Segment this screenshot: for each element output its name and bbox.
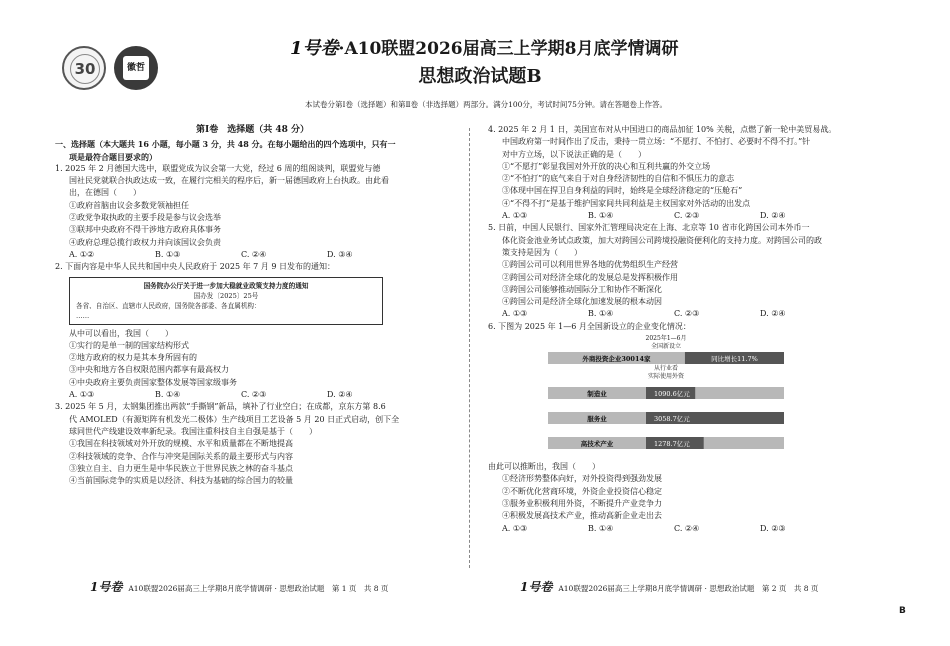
option: A. ①③: [69, 390, 95, 400]
q2-line: 从中可以看出，我国（ ）: [69, 328, 173, 338]
option: C. ②④: [241, 249, 267, 259]
q5-line: 5. 日前，中国人民银行、国家外汇管理局决定在上海、北京等 10 省市化跨国公司本外币一: [488, 223, 810, 233]
bar-value-label: 同比增长11.7%: [711, 355, 758, 364]
footer-brand: 1号卷: [520, 580, 553, 594]
q2-line: ③中央和地方各自权限范围内都享有最高权力: [69, 365, 229, 375]
option: B. ①④: [588, 211, 614, 221]
q1-line: 出，在德国（ ）: [69, 188, 141, 198]
option: D. ②④: [760, 211, 786, 221]
option: D. ③④: [327, 249, 353, 259]
option: A. ①②: [69, 249, 95, 259]
footer-brand: 1号卷: [90, 580, 123, 594]
section-title: 第Ⅰ卷 选择题（共 48 分）: [195, 125, 309, 135]
chart-bottom-svg: [548, 381, 784, 459]
option: B. ①④: [588, 523, 614, 533]
q4-line: ③体现中国在捍卫自身利益的同时，始终是全球经济稳定的“压舱石”: [502, 186, 743, 196]
q6-options: [488, 523, 883, 535]
q5-options: [488, 308, 883, 320]
bar-value-label: 1090.6亿元: [654, 390, 690, 399]
option: C. ②④: [674, 523, 700, 533]
exam-title-text: ·A10联盟2026届高三上学期8月底学情调研: [338, 39, 679, 59]
q3-line: ①我国在科技领域对外开放的规模、水平和质量都在不断地提高: [69, 439, 293, 449]
footer-right-text: A10联盟2026届高三上学期8月底学情调研 · 思想政治试题 第 2 页 共 8 页: [558, 584, 819, 593]
notice-body: 各省、自治区、直辖市人民政府，国务院各部委、各直属机构：: [76, 301, 261, 310]
option: B. ①③: [155, 249, 181, 259]
page-letter: B: [899, 606, 906, 616]
bar-value-label: 1278.7亿元: [654, 440, 690, 449]
left-column: [55, 124, 450, 487]
notice-ellipsis: ……: [76, 311, 90, 320]
q2-line: ④中央政府主要负责国家整体发展等国家级事务: [69, 377, 237, 387]
right-column: [488, 124, 883, 535]
footer-right: [520, 578, 818, 595]
publisher-logo: [114, 46, 158, 90]
q1-line: 1. 2025 年 2 月德国大选中，联盟党成为议会第一大党，经过 6 周的组阁谈判，联盟党与德: [55, 163, 381, 173]
q4-line: 中国政府第一时间作出了反击，秉持一贯立场：“不愿打、不怕打、必要时不得不打。”针: [502, 137, 811, 147]
notice-number: 国办发〔2025〕25号: [193, 291, 259, 300]
notice-title: 国务院办公厅关于进一步加大稳就业政策支持力度的通知: [143, 281, 309, 290]
q5-line: ①跨国公司可以利用世界各地的优势组织生产经营: [502, 260, 678, 270]
q1-line: 国社民党就联合执政达成一致，在履行完相关的程序后，新一届德国政府上台执政。由此看: [69, 176, 389, 186]
q4-line: 4. 2025 年 2 月 1 日，美国宣布对从中国进口的商品加征 10% 关税，点燃了新一轮中美贸易战。: [488, 125, 837, 134]
chart-section-title: 从行业看: [653, 365, 678, 373]
q1-options: [55, 249, 450, 261]
notice-box: [69, 277, 383, 325]
logo-publisher-text: 徽哲: [123, 56, 149, 80]
q5-line: ②跨国公司对经济全球化的发展总是发挥积极作用: [502, 272, 678, 282]
logo-30-text: 30: [70, 54, 100, 84]
q6-line: ②不断优化营商环境，外资企业投资信心稳定: [502, 486, 662, 496]
q3-line: ④当前国际竞争的实质是以经济、科技为基础的综合国力的较量: [69, 476, 293, 486]
footer-left: [90, 578, 388, 595]
q4-line: ④“不得不打”是基于维护国家间共同利益是主权国家对外活动的出发点: [502, 198, 751, 208]
chart-section-subtitle: 实际使用外资: [647, 373, 684, 381]
q6-line: ④积极发展高技术产业，推动高新企业走出去: [502, 511, 662, 521]
option: C. ②③: [674, 309, 700, 319]
option: A. ①③: [502, 523, 528, 533]
bar-label: 制造业: [587, 390, 607, 399]
q3-line: ③独立自主、自力更生是中华民族立于世界民族之林的奋斗基点: [69, 463, 293, 473]
option: C. ②③: [241, 390, 267, 400]
bar-label: 高技术产业: [580, 440, 614, 449]
q5-line: 策支持是因为（ ）: [502, 247, 582, 257]
chart-title: 2025年1—6月: [645, 335, 687, 343]
q2-line: 2. 下面内容是中华人民共和国中央人民政府于 2025 年 7 月 9 日发布的通知：: [55, 262, 335, 272]
column-divider: [469, 128, 470, 568]
q5-line: ④跨国公司是经济全球化加速发展的根本动因: [502, 297, 662, 307]
enterprise-chart: [548, 335, 784, 459]
q4-line: ②“不怕打”的底气来自于对自身经济韧性的自信和不惧压力的意志: [502, 174, 735, 184]
q1-line: ④政府总理总揽行政权力并向该国议会负责: [69, 237, 221, 247]
chart-subtitle: 全国新设立: [650, 343, 681, 351]
instructions: 一、选择题（本大题共 16 小题，每小题 3 分，共 48 分。在每小题给出的四个选项中，只有一: [55, 139, 396, 150]
q4-options: [488, 210, 883, 222]
q3-line: 球同世代产线建设效率新纪录。我国注重科技自主自强是基于（ ）: [69, 426, 317, 436]
option: D. ②④: [327, 390, 353, 400]
option: C. ②③: [674, 211, 700, 221]
exam-note: 本试卷分第Ⅰ卷（选择题）和第Ⅱ卷（非选择题）两部分。满分100分，考试时间75分钟。请在答题卷上作答。: [305, 100, 667, 109]
q1-line: ①政府首脑由议会多数党领袖担任: [69, 200, 189, 210]
q6-line: ③服务业积极利用外资，不断提升产业竞争力: [502, 498, 662, 508]
q5-line: 体化资金池业务试点政策，加大对跨国公司跨境投融资便利化的支持力度。对跨国公司的政: [502, 235, 822, 245]
q6-line: ①经济形势整体向好，对外投资得到强劲发展: [502, 474, 662, 484]
option: D. ②④: [760, 309, 786, 319]
q6-line: 由此可以推断出，我国（ ）: [488, 462, 600, 472]
option: D. ②③: [760, 523, 786, 533]
q2-line: ②地方政府的权力是其本身所固有的: [69, 353, 197, 363]
q2-line: ①实行的是单一制的国家结构形式: [69, 340, 189, 350]
option: A. ①③: [502, 309, 528, 319]
exam-title: [290, 34, 710, 60]
chart-top-svg: [548, 351, 784, 365]
footer-left-text: A10联盟2026届高三上学期8月底学情调研 · 思想政治试题 第 1 页 共 8 页: [128, 584, 389, 593]
q6-line: 6. 下图为 2025 年 1—6 月全国新设立的企业变化情况：: [488, 321, 691, 331]
instructions-2: 项是最符合题目要求的）: [69, 151, 157, 162]
q4-line: 对中方立场，以下说法正确的是（ ）: [502, 149, 646, 159]
option: B. ①④: [155, 390, 181, 400]
option: B. ①④: [588, 309, 614, 319]
option: A. ①③: [502, 211, 528, 221]
q1-line: ③联邦中央政府不得干涉地方政府具体事务: [69, 225, 221, 235]
bar-value-label: 3058.7亿元: [654, 415, 690, 424]
bar-label: 服务业: [587, 415, 607, 424]
q4-line: ①“不愿打”彰显我国对外开放的决心和互利共赢的外交立场: [502, 161, 711, 171]
q3-line: 3. 2025 年 5 月，太钢集团推出两款“手撕钢”新品，填补了行业空白；在成都，京东方第 8.6: [55, 402, 386, 412]
brand-mark: 1号卷: [290, 38, 339, 59]
q5-line: ③跨国公司能够推动国际分工和协作不断深化: [502, 284, 662, 294]
q1-line: ②政党争取执政的主要手段是参与议会选举: [69, 213, 221, 223]
alliance-logo: [62, 46, 106, 90]
exam-subject: 思想政治试题B: [418, 66, 542, 87]
q2-options: [55, 389, 450, 401]
bar-label: 外商投资企业30014家: [582, 355, 651, 364]
q3-line: ②科技领域的竞争、合作与冲突是国际关系的最主要形式与内容: [69, 451, 293, 461]
q3-line: 代 AMOLED（有源矩阵有机发光二极体）生产线项目工艺设备 5 月 20 日正式启动，创下全: [69, 414, 400, 424]
